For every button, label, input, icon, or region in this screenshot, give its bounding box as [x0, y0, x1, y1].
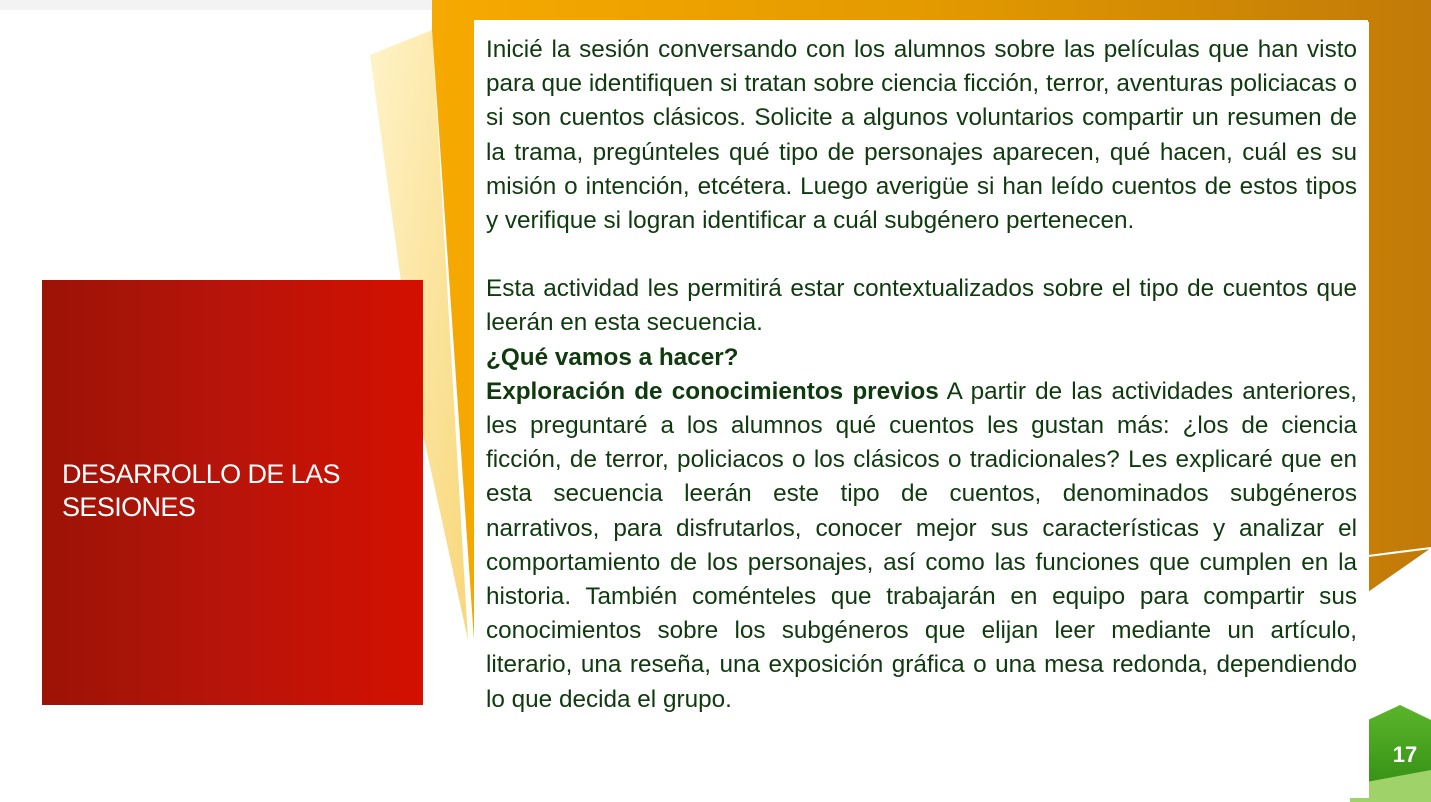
exploration-label: Exploración de conocimientos previos [486, 377, 939, 405]
paragraph-exploration [486, 375, 1357, 717]
section-title: DESARROLLO DE LAS SESIONES [62, 459, 340, 522]
exploration-text: A partir de las actividades anteriores, les preguntaré a los alumnos qué cuentos les gustan más: ¿los de ciencia ficción, de terror, policiacos o los clásicos o tradicionales? Les explicaré que en esta secuencia leerán este tipo de cuentos, denominados subgéneros narrativos, para disfrutarlos, conocer mejor sus características y analizar el comportamiento de los personajes, así como las funciones que cumplen en la historia. También coménteles que trabajarán en equipo para compartir sus conocimientos sobre los subgéneros que elijan leer mediante un artículo, literario, una reseña, una exposición gráfica o una mesa redonda, dependiendo lo que decida el grupo. [486, 377, 1357, 713]
paragraph-context: Esta actividad les permitirá estar contextualizados sobre el tipo de cuentos que leerán en esta secuencia. [486, 275, 1357, 337]
heading-text: ¿Qué vamos a hacer? [486, 343, 739, 371]
content-panel [474, 22, 1369, 798]
section-title-box [42, 280, 423, 705]
page-number: 17 [1392, 742, 1418, 767]
paragraph-intro: Inicié la sesión conversando con los alumnos sobre las películas que han visto para que identifiquen si tratan sobre ciencia ficción, terror, aventuras policiacas o si son cuentos clásicos. Solicite a algunos voluntarios compartir un resumen de la trama, pregúnteles qué tipo de personajes aparecen, qué hacen, cuál es su misión o intención, etcétera. Luego averigüe si han leído cuentos de estos tipos y verifique si logran identificar a cuál subgénero pertenecen. [486, 36, 1357, 235]
section-heading [486, 341, 1357, 375]
